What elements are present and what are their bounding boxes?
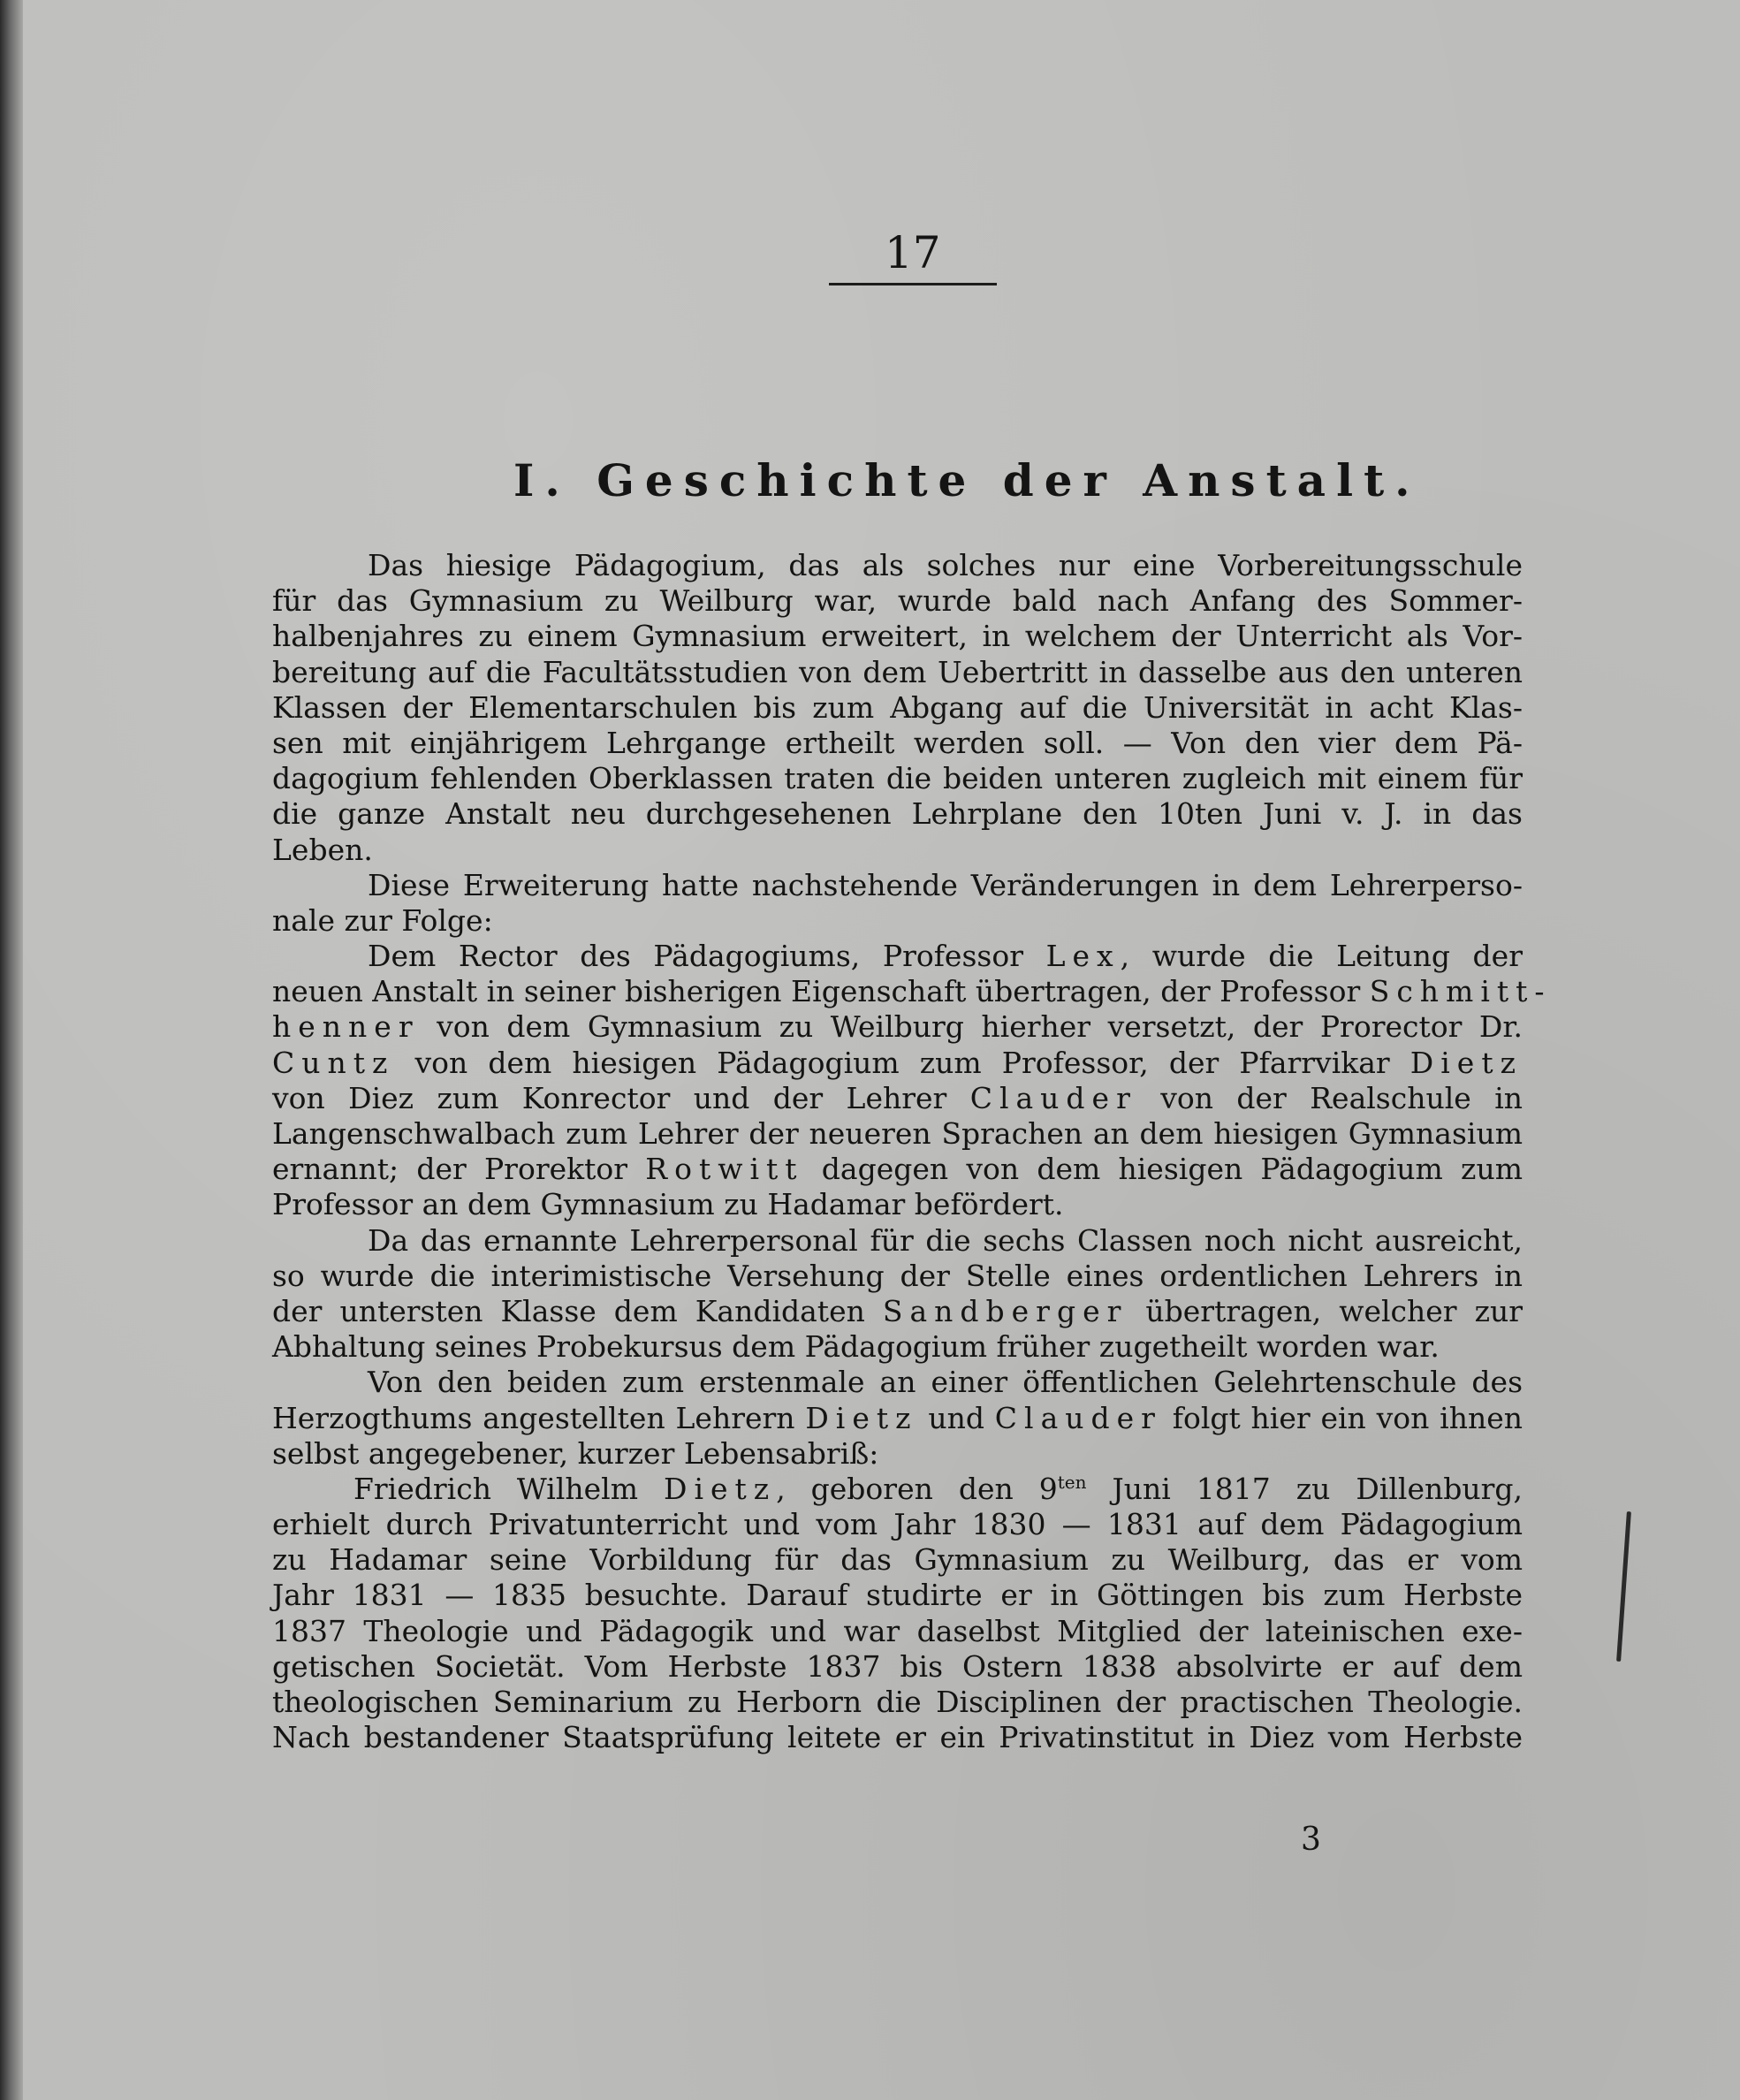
- text-line: [272, 1294, 1523, 1329]
- text-line: 1837 Theologie und Pädagogik und war daselbst Mitglied der lateinischen exe-: [272, 1613, 1523, 1648]
- text-line: [272, 939, 1523, 974]
- person-name: Clauder: [994, 1400, 1162, 1435]
- scan-page-edge: [0, 0, 23, 2100]
- person-name: Rotwitt: [645, 1152, 804, 1187]
- page-number-rule: [829, 283, 997, 285]
- person-name: Lex: [1045, 939, 1121, 974]
- text-line: die ganze Anstalt neu durchgesehenen Lehrplane den 10ten Juni v. J. in das: [272, 796, 1523, 832]
- text-line: erhielt durch Privatunterricht und vom Jahr 1830 — 1831 auf dem Pädagogium: [272, 1507, 1523, 1542]
- text-line: Leben.: [272, 832, 373, 867]
- text-line: zu Hadamar seine Vorbildung für das Gymnasium zu Weilburg, das er vom: [272, 1542, 1523, 1578]
- text-segment: folgt hier ein von ihnen: [1161, 1400, 1523, 1435]
- text-line: [272, 1401, 1523, 1436]
- text-segment: von dem Gymnasium zu Weilburg hierher versetzt, der Prorector Dr.: [419, 1009, 1523, 1045]
- text-segment: Friedrich Wilhelm: [353, 1471, 664, 1506]
- text-line: [272, 1009, 1523, 1045]
- text-line: Abhaltung seines Probekursus dem Pädagogium früher zugetheilt worden war.: [272, 1329, 1440, 1365]
- ordinal-suffix: ten: [1057, 1471, 1087, 1493]
- person-name: Schmitt-: [1369, 974, 1552, 1009]
- margin-pencil-mark: [1616, 1511, 1631, 1662]
- person-name: Dietz: [1409, 1045, 1523, 1080]
- text-segment: von der Realschule in: [1136, 1080, 1523, 1115]
- text-line: Jahr 1831 — 1835 besuchte. Darauf studirte er in Göttingen bis zum Herbste: [272, 1578, 1523, 1613]
- text-line: sen mit einjährigem Lehrgange ertheilt werden soll. — Von den vier dem Pä-: [272, 725, 1523, 760]
- text-line: [272, 1081, 1523, 1116]
- section-heading: I. Geschichte der Anstalt.: [513, 454, 1421, 506]
- text-line: halbenjahres zu einem Gymnasium erweitert, in welchem der Unterricht als Vor-: [272, 619, 1523, 654]
- text-line: nale zur Folge:: [272, 902, 493, 938]
- text-segment: und: [917, 1400, 995, 1435]
- text-line: Diese Erweiterung hatte nachstehende Veränderungen in dem Lehrerperso-: [368, 867, 1523, 902]
- text-segment: übertragen, welcher zur: [1128, 1293, 1523, 1328]
- text-line: dagogium fehlenden Oberklassen traten die beiden unteren zugleich mit einem für: [272, 761, 1523, 796]
- text-line: [272, 1046, 1523, 1081]
- text-line: Nach bestandener Staatsprüfung leitete er ein Privatinstitut in Diez vom Herbste: [272, 1720, 1523, 1755]
- text-line: Von den beiden zum erstenmale an einer öffentlichen Gelehrtenschule des: [368, 1365, 1523, 1400]
- text-segment: der untersten Klasse dem Kandidaten: [272, 1293, 883, 1328]
- text-line: Klassen der Elementarschulen bis zum Abgang auf die Universität in acht Klas-: [272, 689, 1523, 725]
- text-segment: , wurde die Leitung der: [1120, 939, 1523, 974]
- text-segment: neuen Anstalt in seiner bisherigen Eigenschaft übertragen, der Professor: [272, 974, 1361, 1009]
- text-segment: , geboren den 9: [776, 1471, 1058, 1506]
- text-segment: von dem hiesigen Pädagogium zum Professor, der Pfarrvikar: [394, 1045, 1410, 1080]
- body-text: [272, 548, 1552, 1755]
- text-line: bereitung auf die Facultätsstudien von dem Uebertritt in dasselbe aus den unteren: [272, 654, 1523, 689]
- person-name: Dietz: [663, 1471, 777, 1506]
- text-segment: von Diez zum Konrector und der Lehrer: [272, 1080, 970, 1115]
- text-line: Da das ernannte Lehrerpersonal für die sechs Classen noch nicht ausreicht,: [368, 1222, 1523, 1258]
- text-line: [272, 974, 1552, 1009]
- text-line: theologischen Seminarium zu Herborn die Disciplinen der practischen Theologie.: [272, 1685, 1523, 1719]
- person-name: Dietz: [805, 1400, 918, 1435]
- text-segment: Juni 1817 zu Dillenburg,: [1086, 1471, 1523, 1506]
- text-line: Professor an dem Gymnasium zu Hadamar befördert.: [272, 1187, 1064, 1222]
- text-line: so wurde die interimistische Versehung der Stelle eines ordentlichen Lehrers in: [272, 1258, 1523, 1293]
- text-line: Langenschwalbach zum Lehrer der neueren Sprachen an dem hiesigen Gymnasium: [272, 1116, 1523, 1151]
- person-name: henner: [272, 1009, 420, 1045]
- text-line: [272, 1472, 1523, 1507]
- person-name: Cuntz: [272, 1045, 395, 1080]
- text-line: selbst angegebener, kurzer Lebensabriß:: [272, 1435, 879, 1471]
- text-segment: dagegen von dem hiesigen Pädagogium zum: [803, 1152, 1523, 1187]
- person-name: Clauder: [969, 1080, 1137, 1115]
- text-segment: ernannt; der Prorektor: [272, 1152, 646, 1187]
- person-name: Sandberger: [882, 1293, 1128, 1328]
- text-line: für das Gymnasium zu Weilburg war, wurde bald nach Anfang des Sommer-: [272, 583, 1523, 619]
- signature-mark: 3: [1301, 1822, 1321, 1858]
- text-segment: Herzogthums angestellten Lehrern: [272, 1400, 806, 1435]
- text-line: Das hiesige Pädagogium, das als solches nur eine Vorbereitungsschule: [368, 548, 1523, 582]
- page-number: 17: [885, 227, 941, 278]
- text-segment: Dem Rector des Pädagogiums, Professor: [368, 939, 1046, 974]
- document-page: [23, 0, 1740, 2100]
- text-line: [272, 1152, 1523, 1187]
- text-line: getischen Societät. Vom Herbste 1837 bis Ostern 1838 absolvirte er auf dem: [272, 1648, 1523, 1684]
